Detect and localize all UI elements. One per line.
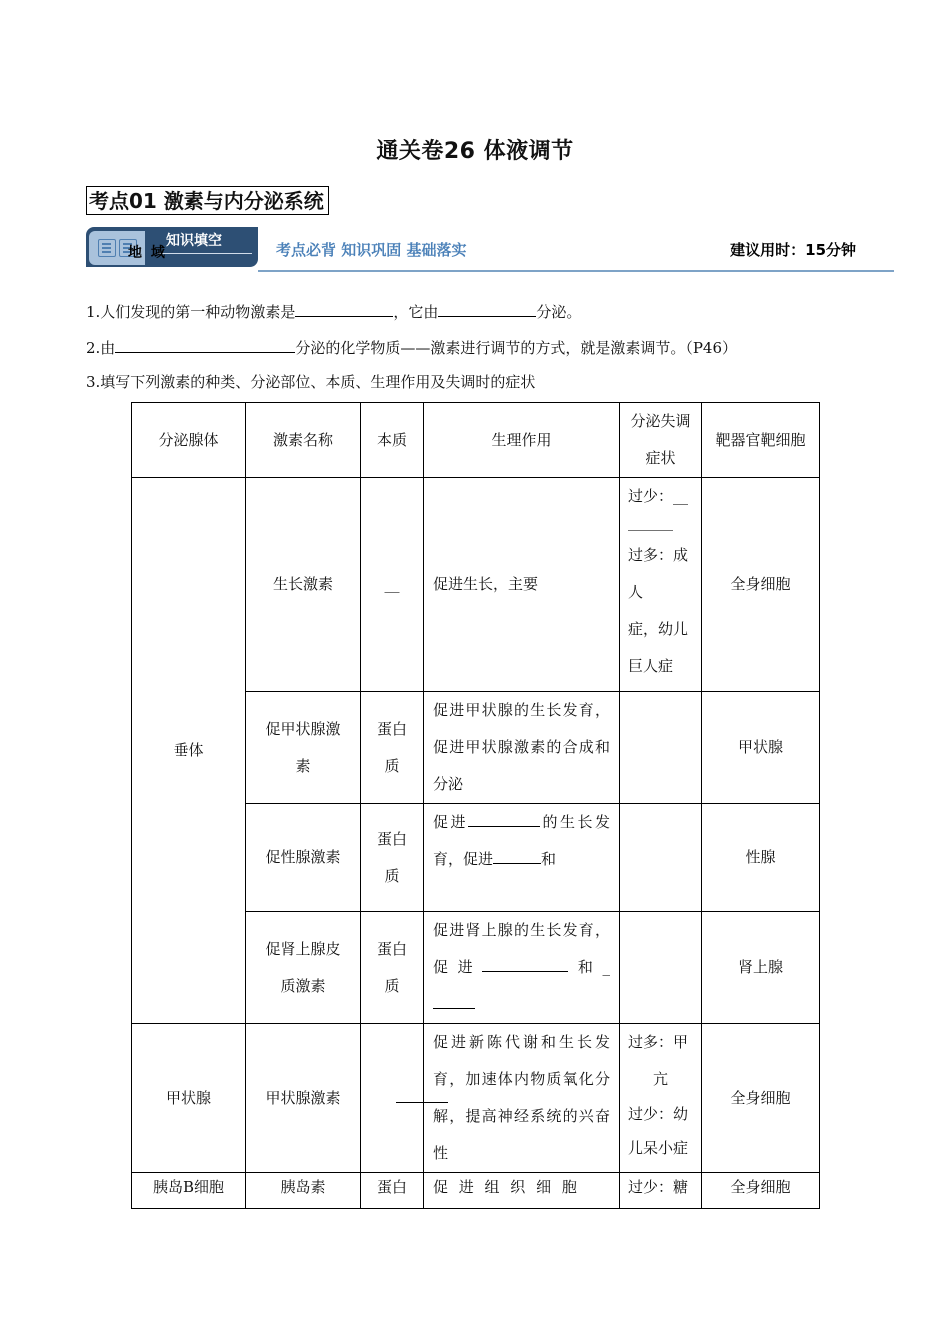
target-cell: 全身细胞 — [702, 1173, 820, 1209]
effect-cell: 促进生长，主要 — [424, 478, 620, 692]
question-1: 1.人们发现的第一种动物激素是 ，它由 分泌。 — [86, 303, 582, 321]
effect-cell: 促 进 组 织 细 胞 — [424, 1173, 620, 1209]
nature-cell: 蛋白质 — [361, 804, 424, 912]
header-cell: 分泌失调症状 — [620, 403, 702, 478]
nature-cell[interactable] — [361, 1024, 424, 1173]
section-heading: 考点01 激素与内分泌系统 — [86, 186, 329, 215]
nature-cell[interactable]: __ — [361, 478, 424, 692]
answer-blank[interactable] — [482, 953, 568, 972]
target-cell: 全身细胞 — [702, 478, 820, 692]
hormone-cell: 甲状腺激素 — [246, 1024, 361, 1173]
effect-cell: 促进新陈代谢和生长发育，加速体内物质氧化分解，提高神经系统的兴奋性 — [424, 1024, 620, 1173]
suggested-time: 建议用时：15分钟 — [730, 241, 856, 259]
hormone-cell: 促肾上腺皮质激素 — [246, 912, 361, 1024]
nature-cell: 蛋白质 — [361, 692, 424, 804]
banner-stamp: 地 域 — [128, 245, 167, 261]
header-cell: 本质 — [361, 403, 424, 478]
table-row — [132, 478, 820, 692]
banner-label: 知识填空 — [166, 233, 222, 249]
question-3: 3.填写下列激素的种类、分泌部位、本质、生理作用及失调时的症状 — [86, 373, 536, 391]
target-cell: 性腺 — [702, 804, 820, 912]
effect-cell: 促进甲状腺的生长发育，促进甲状腺激素的合成和分泌 — [424, 692, 620, 804]
page-title: 通关卷26 体液调节 — [376, 139, 574, 164]
answer-blank[interactable] — [468, 808, 540, 827]
answer-blank[interactable] — [433, 990, 475, 1009]
symptom-cell: 过少：__ ______ 过多：成 人 症，幼儿 巨人症 — [620, 478, 702, 692]
symptom-cell: 过少：糖 — [620, 1173, 702, 1209]
answer-blank[interactable] — [438, 301, 536, 317]
header-cell: 靶器官靶细胞 — [702, 403, 820, 478]
symptom-cell — [620, 692, 702, 804]
symptom-cell: 过多：甲 亢 过少：幼 儿呆小症 — [620, 1024, 702, 1173]
answer-blank[interactable] — [295, 301, 393, 317]
table-row — [132, 1173, 820, 1209]
book-icon — [98, 239, 116, 257]
nature-cell: 蛋白 — [361, 1173, 424, 1209]
hormone-cell: 胰岛素 — [246, 1173, 361, 1209]
table-row — [132, 1024, 820, 1173]
gland-cell: 胰岛B细胞 — [132, 1173, 246, 1209]
header-cell: 激素名称 — [246, 403, 361, 478]
target-cell: 肾上腺 — [702, 912, 820, 1024]
question-2: 2.由 分泌的化学物质——激素进行调节的方式，就是激素调节。（P46） — [86, 339, 737, 357]
target-cell: 甲状腺 — [702, 692, 820, 804]
banner-rule — [258, 270, 894, 272]
answer-blank[interactable] — [493, 845, 541, 864]
table-header-row — [132, 403, 820, 478]
gland-cell: 甲状腺 — [132, 1024, 246, 1173]
gland-cell: 垂体 — [132, 478, 246, 1024]
nature-cell: 蛋白质 — [361, 912, 424, 1024]
hormone-cell: 促性腺激素 — [246, 804, 361, 912]
symptom-cell — [620, 804, 702, 912]
symptom-cell — [620, 912, 702, 1024]
hormone-cell: 促甲状腺激素 — [246, 692, 361, 804]
target-cell: 全身细胞 — [702, 1024, 820, 1173]
header-cell: 生理作用 — [424, 403, 620, 478]
section-banner — [86, 227, 894, 273]
effect-cell: 促进肾上腺的生长发育，促进 和_ — [424, 912, 620, 1024]
banner-tagline: 考点必背 知识巩固 基础落实 — [276, 241, 467, 259]
hormone-table — [131, 402, 820, 1209]
header-cell: 分泌腺体 — [132, 403, 246, 478]
banner-pill — [86, 227, 258, 267]
answer-blank[interactable] — [115, 337, 295, 353]
hormone-cell: 生长激素 — [246, 478, 361, 692]
effect-cell: 促进 的生长发育，促进 和 — [424, 804, 620, 912]
